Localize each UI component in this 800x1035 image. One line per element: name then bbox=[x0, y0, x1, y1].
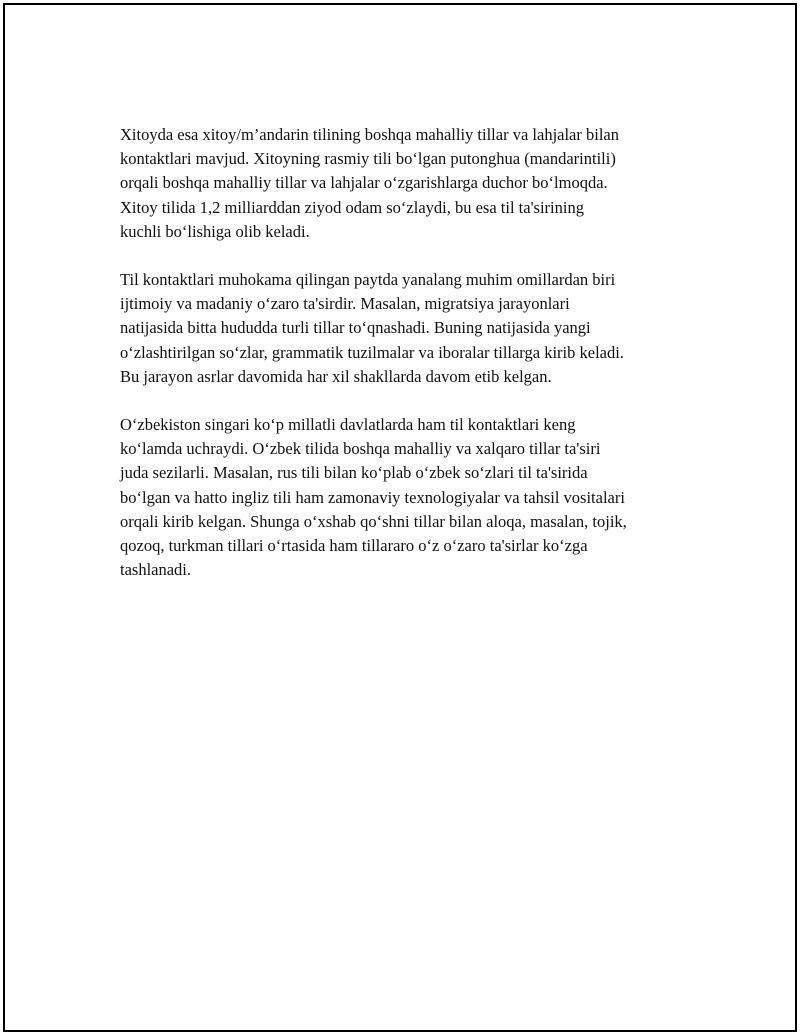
paragraph-3 bbox=[120, 413, 700, 582]
document-page bbox=[3, 3, 797, 1032]
paragraph-line: Bu jarayon asrlar davomida har xil shakllarda davom etib kelgan. bbox=[120, 366, 552, 386]
paragraph-line: kontaktlari mavjud. Xitoyning rasmiy tili bo‘lgan putonghua (mandarintili) bbox=[120, 149, 616, 169]
paragraph-line: tashlanadi. bbox=[120, 560, 192, 580]
paragraph-line: orqali boshqa mahalliy tillar va lahjalar o‘zgarishlarga duchor bo‘lmoqda. bbox=[120, 173, 608, 193]
paragraph-line: ijtimoiy va madaniy o‘zaro ta'sirdir. Masalan, migratsiya jarayonlari bbox=[120, 294, 570, 314]
paragraph-line: kuchli bo‘lishiga olib keladi. bbox=[120, 221, 310, 241]
paragraph-line: Xitoyda esa xitoy/m’andarin tilining boshqa mahalliy tillar va lahjalar bilan bbox=[120, 125, 619, 144]
paragraph-line: natijasida bitta hududda turli tillar to‘qnashadi. Buning natijasida yangi bbox=[120, 318, 591, 338]
document-body bbox=[120, 123, 700, 606]
paragraph-line: Xitoy tilida 1,2 milliarddan ziyod odam so‘zlaydi, bu esa til ta'sirining bbox=[120, 197, 584, 217]
paragraph-2 bbox=[120, 268, 700, 389]
paragraph-line: orqali kirib kelgan. Shunga o‘xshab qo‘shni tillar bilan aloqa, masalan, tojik, bbox=[120, 511, 627, 531]
paragraph-line: bo‘lgan va hatto ingliz tili ham zamonaviy texnologiyalar va tahsil vositalari bbox=[120, 487, 625, 507]
paragraph-1 bbox=[120, 123, 700, 244]
paragraph-line: ko‘lamda uchraydi. O‘zbek tilida boshqa mahalliy va xalqaro tillar ta'siri bbox=[120, 439, 601, 459]
paragraph-line: qozoq, turkman tillari o‘rtasida ham tillararo o‘z o‘zaro ta'sirlar ko‘zga bbox=[120, 536, 588, 556]
paragraph-line: o‘zlashtirilgan so‘zlar, grammatik tuzilmalar va iboralar tillarga kirib keladi. bbox=[120, 342, 624, 362]
paragraph-line: Til kontaktlari muhokama qilingan paytda yanalang muhim omillardan biri bbox=[120, 270, 616, 290]
paragraph-line: juda sezilarli. Masalan, rus tili bilan ko‘plab o‘zbek so‘zlari til ta'sirida bbox=[120, 463, 588, 483]
paragraph-line: O‘zbekiston singari ko‘p millatli davlatlarda ham til kontaktlari keng bbox=[120, 415, 576, 435]
